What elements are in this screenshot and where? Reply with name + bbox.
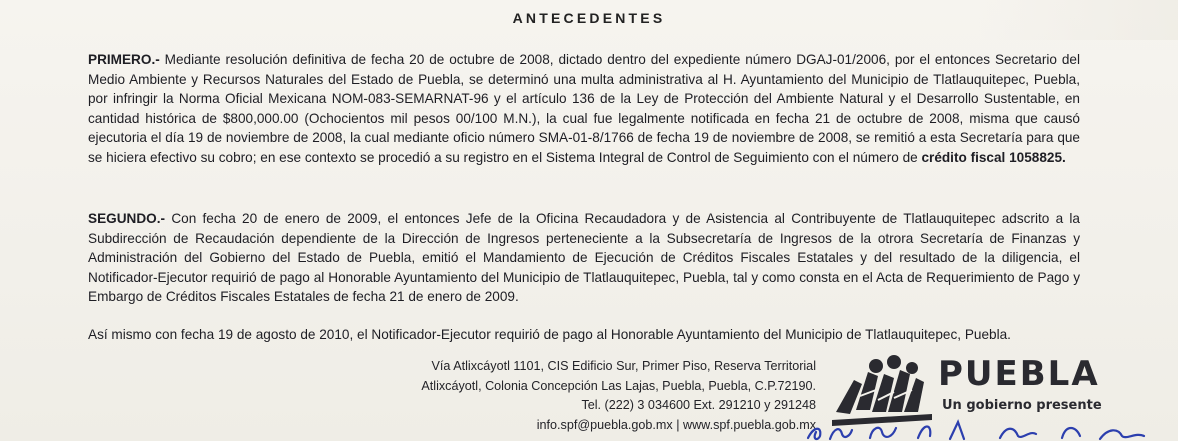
logo-slogan: Un gobierno presente <box>942 398 1102 413</box>
logo-wordmark: PUEBLA <box>938 354 1100 394</box>
paragraph-primero-lead: PRIMERO.- <box>88 52 160 67</box>
footer-address <box>380 357 816 435</box>
section-heading: ANTECEDENTES <box>512 10 666 26</box>
address-line-1: Vía Atlixcáyotl 1101, CIS Edificio Sur, Primer Piso, Reserva Territorial <box>431 359 816 373</box>
paragraph-segundo-text: Con fecha 20 de enero de 2009, el entonces Jefe de la Oficina Recaudadora y de Asistencia al Contribuyente de Tlatlauquitepec adscrito a la Subdirección de Recaudación dependiente de la Dirección de Ingresos perteneciente a la Subsecretaría de Ingresos de la otrora Secretaría de Finanzas y Administración del Gobierno del Estado de Puebla, emitió el Mandamiento de Ejecución de Créditos Fiscales Estatales y del resultado de la diligencia, el Notificador-Ejecutor requirió de pago al Honorable Ayuntamiento del Municipio de Tlatlauquitepec, Puebla, tal y como consta en el Acta de Requerimiento de Pago y Embargo de Créditos Fiscales Estatales de fecha 21 de enero de 2009. <box>88 211 1080 304</box>
paragraph-primero <box>88 50 1080 167</box>
handwritten-signature-icon <box>800 418 1178 441</box>
paragraph-segundo <box>88 209 1080 307</box>
web-line: info.spf@puebla.gob.mx | www.spf.puebla.gob.mx <box>536 417 816 432</box>
phone-line: Tel. (222) 3 034600 Ext. 291210 y 291248 <box>581 398 816 412</box>
address-line-2: Atlixcáyotl, Colonia Concepción Las Lajas, Puebla, Puebla, C.P.72190. <box>421 378 816 393</box>
credit-number: crédito fiscal 1058825. <box>921 149 1066 165</box>
paragraph-segundo-lead: SEGUNDO.- <box>88 211 166 226</box>
paragraph-asimismo: Así mismo con fecha 19 de agosto de 2010, el Notificador-Ejecutor requirió de pago al Honorable Ayuntamiento del Municipio de Tlatlauquitepec, Puebla. <box>88 327 1011 342</box>
paragraph-primero-text: Mediante resolución definitiva de fecha 20 de octubre de 2008, dictado dentro del expediente número DGAJ-01/2006, por el entonces Secretario del Medio Ambiente y Recursos Naturales del Estado de Puebla, se determinó una multa administrativa al H. Ayuntamiento del Municipio de Tlatlauquitepec, Puebla, por infringir la Norma Oficial Mexicana NOM-083-SEMARNAT-96 y el artículo 136 de la Ley de Protección del Ambiente Natural y el Desarrollo Sustentable, en cantidad histórica de $800,000.00 (Ochocientos mil pesos 00/100 M.N.), la cual fue legalmente notificada en fecha 21 de octubre de 2008, misma que causó ejecutoria el día 19 de noviembre de 2008, la cual mediante oficio número SMA-01-8/1766 de fecha 19 de noviembre de 2008, se remitió a esta Secretaría para que se hiciera efectivo su cobro; en ese contexto se procedió a su registro en el Sistema Integral de Control de Seguimiento con el número de <box>88 52 1080 165</box>
